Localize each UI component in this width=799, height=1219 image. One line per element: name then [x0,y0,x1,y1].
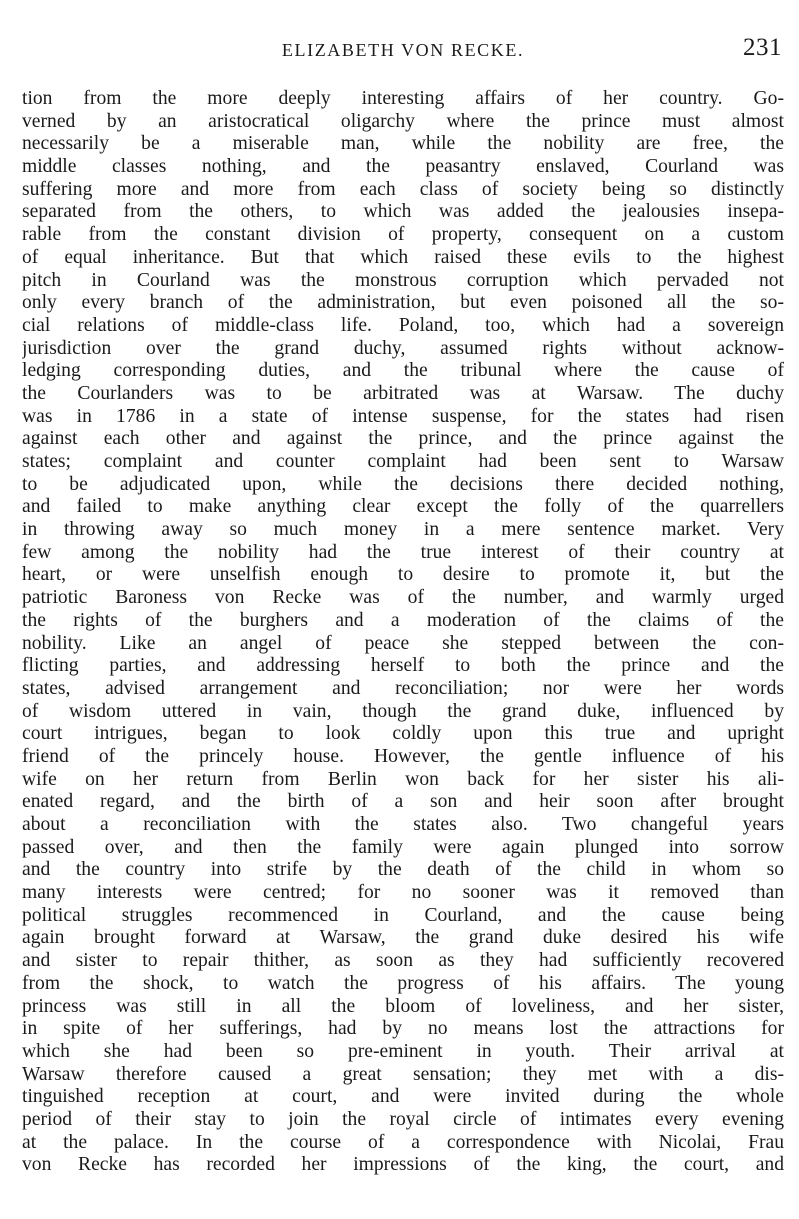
text-line: suffering more and more from each class of society being so distinctly [22,178,784,200]
running-title: ELIZABETH VON RECKE. [281,40,525,60]
text-line: passed over, and then the family were again plunged into sorrow [22,836,784,858]
text-line: jurisdiction over the grand duchy, assumed rights without acknow- [22,337,784,359]
text-line: enated regard, and the birth of a son and heir soon after brought [22,791,784,813]
text-line: again brought forward at Warsaw, the grand duke desired his wife [22,927,784,949]
text-line: patriotic Baroness von Recke was of the number, and warmly urged [22,587,784,609]
text-line: against each other and against the prince, and the prince against the [22,428,784,450]
text-line: many interests were centred; for no sooner was it removed than [22,882,784,904]
text-line: nobility. Like an angel of peace she stepped between the con- [22,632,784,654]
text-line: the Courlanders was to be arbitrated was at Warsaw. The duchy [22,382,784,404]
text-line: pitch in Courland was the monstrous corruption which pervaded not [22,269,784,291]
text-line: of equal inheritance. But that which raised these evils to the highest [22,246,784,268]
text-line: was in 1786 in a state of intense suspense, for the states had risen [22,405,784,427]
text-line: separated from the others, to which was added the jealousies insepa- [22,201,784,223]
text-line: in spite of her sufferings, had by no means lost the attractions for [22,1018,784,1040]
text-line: and sister to repair thither, as soon as they had sufficiently recovered [22,950,784,972]
text-line: tinguished reception at court, and were invited during the whole [22,1086,784,1108]
text-line: states; complaint and counter complaint had been sent to Warsaw [22,451,784,472]
page-number: 231 [743,34,782,61]
text-line: in throwing away so much money in a mere sentence market. Very [22,519,784,541]
text-line: which she had been so pre-eminent in youth. Their arrival at [22,1040,784,1062]
text-line: states, advised arrangement and reconciliation; nor were her words [22,677,784,699]
text-line: few among the nobility had the true interest of their country at [22,541,784,563]
text-line: wife on her return from Berlin won back for her sister his ali- [22,768,784,790]
text-line: political struggles recommenced in Courland, and the cause being [22,904,784,926]
text-line: verned by an aristocratical oligarchy where the prince must almost [22,110,784,132]
text-line: from the shock, to watch the progress of his affairs. The young [22,972,784,994]
text-line: friend of the princely house. However, the gentle influence of his [22,745,784,767]
text-line: to be adjudicated upon, while the decisions there decided nothing, [22,473,784,495]
text-line: court intrigues, began to look coldly upon this true and upright [22,723,784,745]
text-line: necessarily be a miserable man, while the nobility are free, the [22,133,784,155]
text-line: princess was still in all the bloom of loveliness, and her sister, [22,995,784,1017]
text-line: cial relations of middle-class life. Poland, too, which had a sovereign [22,314,784,336]
text-line: middle classes nothing, and the peasantry enslaved, Courland was [22,156,784,178]
text-line: the rights of the burghers and a moderation of the claims of the [22,609,784,631]
text-line: and the country into strife by the death of the child in whom so [22,859,784,881]
text-line: Warsaw therefore caused a great sensation; they met with a dis- [22,1063,784,1085]
text-line: period of their stay to join the royal circle of intimates every evening [22,1108,784,1130]
body-text [22,88,784,1177]
text-line: ledging corresponding duties, and the tribunal where the cause of [22,360,784,382]
text-line: von Recke has recorded her impressions of the king, the court, and [22,1154,784,1176]
text-line: about a reconciliation with the states also. Two changeful years [22,814,784,835]
text-line: and failed to make anything clear except the folly of the quarrellers [22,496,784,518]
text-line: only every branch of the administration, but even poisoned all the so- [22,292,784,314]
text-line: at the palace. In the course of a correspondence with Nicolai, Frau [22,1131,784,1153]
text-line: heart, or were unselfish enough to desire to promote it, but the [22,564,784,586]
text-line: tion from the more deeply interesting affairs of her country. Go- [22,88,784,109]
running-head [22,34,784,64]
text-line: rable from the constant division of property, consequent on a custom [22,224,784,246]
text-line: of wisdom uttered in vain, though the grand duke, influenced by [22,700,784,722]
text-line: flicting parties, and addressing herself to both the prince and the [22,655,784,677]
